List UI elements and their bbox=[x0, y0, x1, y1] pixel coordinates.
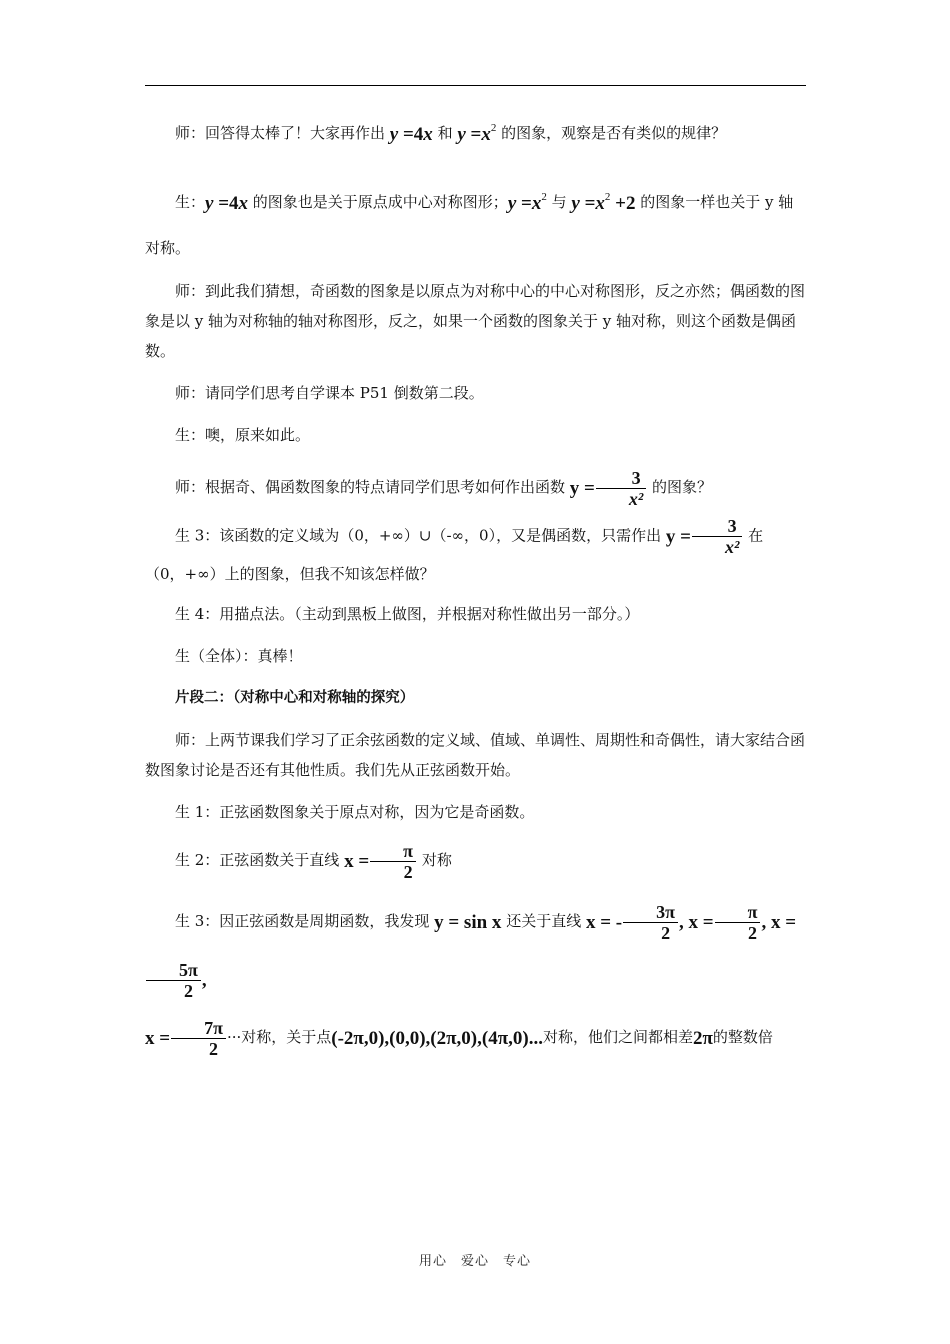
formula-y-4x-2: y =4x bbox=[205, 193, 249, 214]
fraction-3pi-over-2: $\frac{3\pi}{2}$ bbox=[623, 902, 678, 943]
paragraph-2: 生：y =4x 的图象也是关于原点成中心对称图形；$y =x^2$ 与 $y =x^2 +2$ 的图象一样也关于 y 轴对称。 bbox=[145, 191, 794, 257]
page-footer: 用心 爱心 专心 bbox=[418, 1254, 531, 1269]
document-body bbox=[145, 118, 806, 1067]
formula-y-x2: $y =x^2$ bbox=[457, 122, 497, 145]
fraction-5pi-over-2: $\frac{5\pi}{2}$ bbox=[146, 960, 201, 1001]
paragraph-7: 生 3：该函数的定义域为（0，+∞）∪（-∞，0），又是偶函数，只需作出 y = $\frac{3}{\text{x²}}$ 在（0，+∞）上的图象，但我不知该怎样做？ bbox=[145, 516, 764, 583]
header-rule bbox=[145, 85, 806, 86]
paragraph-1: 师：回答得太棒了！大家再作出 y =4x 和 $y =x^2$ 的图象，观察是否有类似的规律？ bbox=[175, 122, 727, 145]
fraction-3-over-x2: $\frac{3}{\text{x²}}$ bbox=[596, 468, 646, 509]
formula-y-x2-2: $y =x^2$ bbox=[507, 191, 547, 214]
formula-2pi: 2π bbox=[692, 1028, 713, 1049]
formula-lhs-2: y = bbox=[665, 526, 691, 548]
fraction-pi-over-2: $\frac{\pi}{2}$ bbox=[370, 841, 416, 882]
formula-x-lhs: x = bbox=[344, 851, 370, 872]
paragraph-5: 生：噢，原来如此。 bbox=[175, 426, 311, 444]
formula-y-sinx: y = sin x bbox=[434, 912, 502, 933]
paragraph-6: 师：根据奇、偶函数图象的特点请同学们思考如何作出函数 y = $\frac{3}{\text{x²}}$ 的图象？ bbox=[175, 467, 713, 509]
fraction-pi-over-2-b: $\frac{\pi}{2}$ bbox=[715, 902, 761, 943]
formula-lhs: y = bbox=[569, 478, 595, 499]
formula-y-4x: y =4x bbox=[389, 124, 433, 145]
section-heading: 片段二：（对称中心和对称轴的探究） bbox=[175, 690, 415, 706]
paragraph-4: 师：请同学们思考自学课本 P51 倒数第二段。 bbox=[175, 384, 484, 402]
paragraph-11: 生 1：正弦函数图象关于原点对称，因为它是奇函数。 bbox=[175, 803, 535, 821]
fraction-7pi-over-2: $\frac{7\pi}{2}$ bbox=[171, 1018, 226, 1059]
paragraph-12: 生 2：正弦函数关于直线 x = $\frac{\pi}{2}$ 对称 bbox=[175, 840, 452, 882]
formula-y-x2-plus-2: $y =x^2 +2$ bbox=[571, 191, 636, 214]
paragraph-8: 生 4：用描点法。（主动到黑板上做图，并根据对称性做出另一部分。） bbox=[175, 605, 640, 623]
paragraph-10: 师：上两节课我们学习了正余弦函数的定义域、值域、单调性、周期性和奇偶性，请大家结合函数图象讨论是否还有其他性质。我们先从正弦函数开始。 bbox=[145, 731, 806, 779]
formula-points: (-2π,0),(0,0),(2π,0),(4π,0)... bbox=[331, 1028, 543, 1049]
paragraph-13: 生 3：因正弦函数是周期函数，我发现 y = sin x 还关于直线 x = - $\frac{3\pi}{2}$ , x = $\frac{\pi}{2}$ , x = $\frac{5\pi}{2}$ , x = $\frac{7\pi}{2}$ ···对称，关于点(-2π,0),(0,0),(2π,0),(4π,0)...对称，他们之间都相差2π的整数倍 bbox=[145, 901, 797, 1059]
paragraph-9: 生（全体）：真棒！ bbox=[175, 647, 303, 665]
fraction-3-over-x2-2: $\frac{3}{\text{x²}}$ bbox=[692, 516, 742, 557]
paragraph-3: 师：到此我们猜想，奇函数的图象是以原点为对称中心的中心对称图形，反之亦然；偶函数的图象是以 y 轴为对称轴的轴对称图形，反之，如果一个函数的图象关于 y 轴对称，则这个函数是偶函数。 bbox=[145, 282, 806, 360]
